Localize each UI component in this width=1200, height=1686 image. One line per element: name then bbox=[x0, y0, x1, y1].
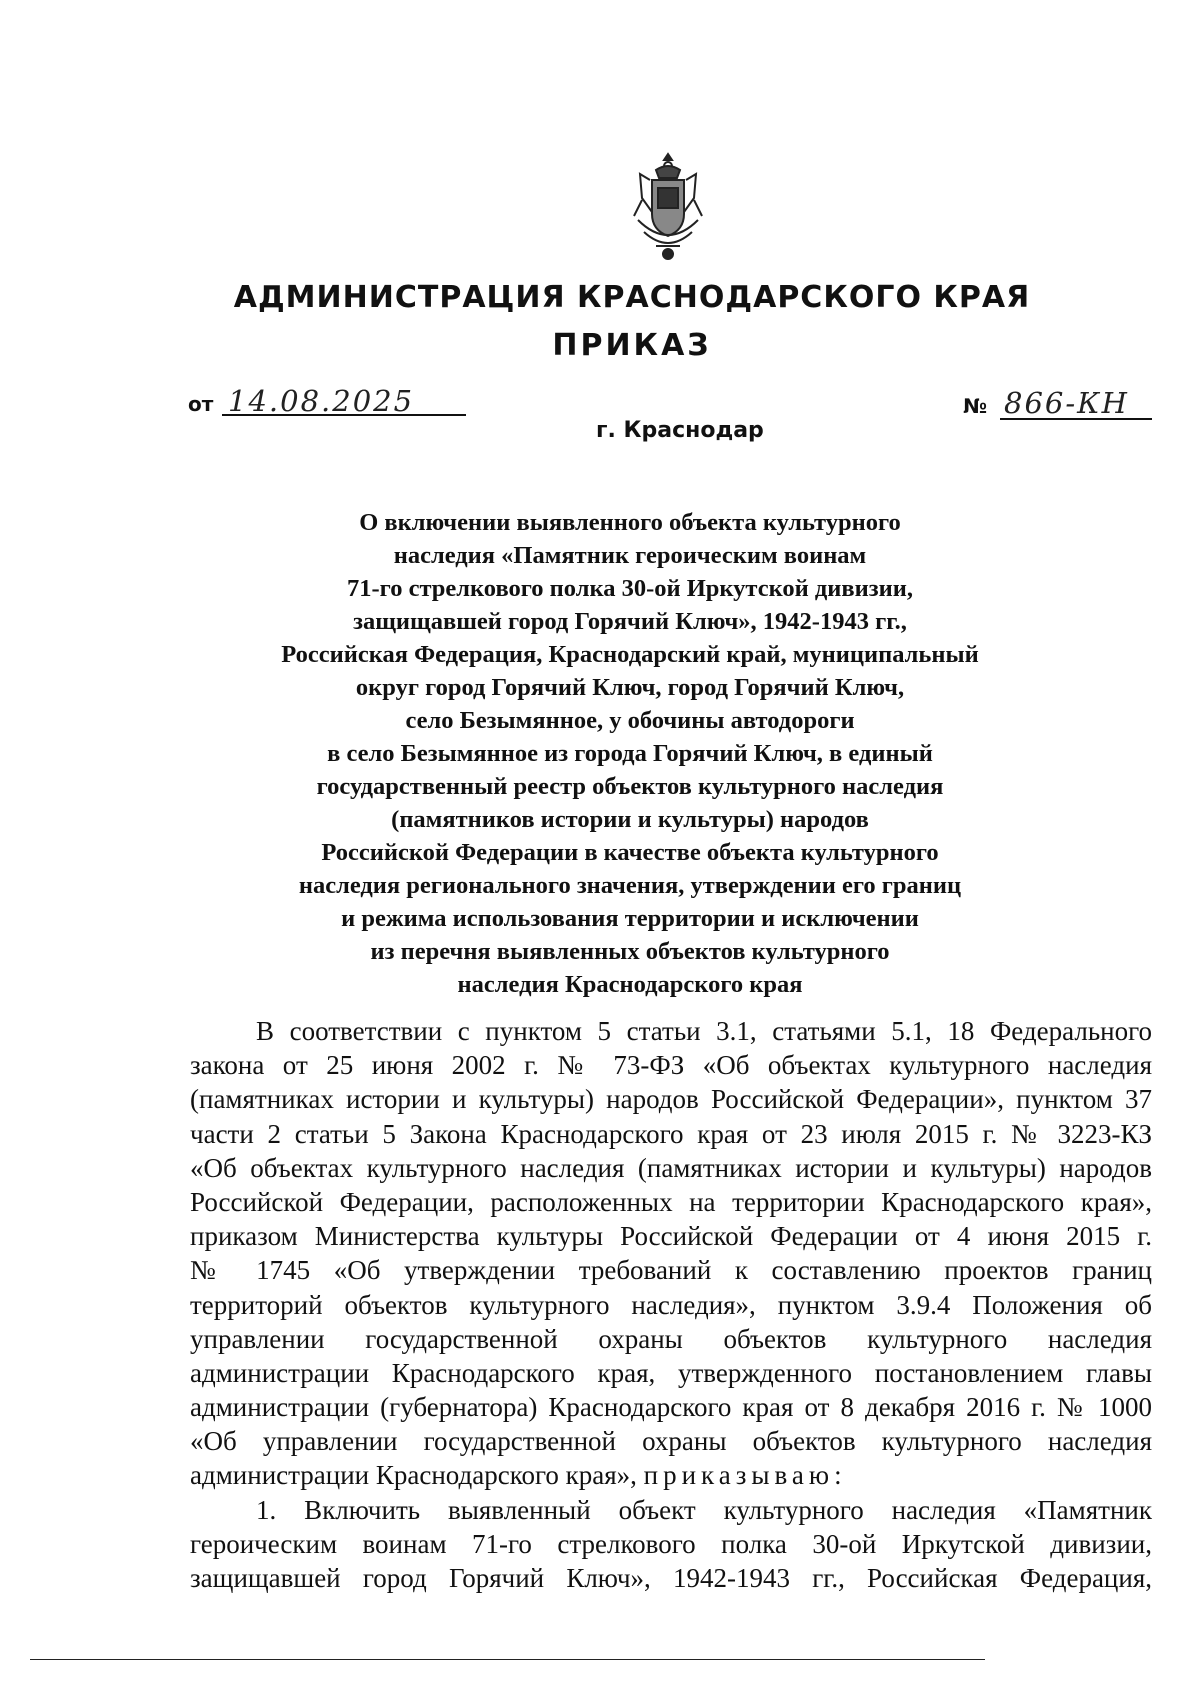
subject-line: государственный реестр объектов культурного наследия bbox=[316, 773, 944, 800]
handwritten-date: 14.08.2025 bbox=[228, 384, 415, 418]
command-word: приказываю: bbox=[643, 1460, 847, 1491]
preamble-line: закона от 25 июня 2002 г. № 73-ФЗ «Об объектах культурного наследия bbox=[190, 1050, 1152, 1081]
subject-line: защищавшей город Горячий Ключ», 1942-1943 гг., bbox=[353, 608, 907, 635]
subject-line: наследия «Памятник героическим воинам bbox=[393, 542, 867, 569]
preamble-end-text: администрации Краснодарского края», bbox=[190, 1460, 637, 1491]
number-prefix: № bbox=[963, 394, 988, 418]
city-name: г. Краснодар bbox=[596, 418, 764, 443]
subject-line: из перечня выявленных объектов культурного bbox=[370, 938, 890, 965]
order-subject-title bbox=[30, 506, 1200, 1001]
subject-line: в село Безымянное из города Горячий Ключ, в единый bbox=[327, 740, 933, 767]
preamble-final-line bbox=[190, 1458, 1152, 1492]
preamble-line: В соответствии с пунктом 5 статьи 3.1, статьями 5.1, 18 Федерального bbox=[256, 1016, 1152, 1046]
date-prefix: от bbox=[188, 392, 214, 416]
subject-line: наследия Краснодарского края bbox=[457, 971, 803, 998]
bottom-scan-rule bbox=[30, 1659, 985, 1660]
preamble-line: части 2 статьи 5 Закона Краснодарского края от 23 июля 2015 г. № 3223-КЗ bbox=[190, 1118, 1152, 1149]
krasnodar-coat-of-arms-emblem bbox=[628, 150, 708, 262]
subject-line: и режима использования территории и исключении bbox=[341, 905, 919, 932]
preamble-line: «Об управлении государственной охраны объектов культурного наследия bbox=[190, 1426, 1152, 1457]
preamble-line: администрации (губернатора) Краснодарского края от 8 декабря 2016 г. № 1000 bbox=[190, 1392, 1152, 1423]
subject-line: село Безымянное, у обочины автодороги bbox=[405, 707, 855, 734]
subject-line: Российской Федерации в качестве объекта культурного bbox=[321, 839, 939, 866]
subject-line: округ город Горячий Ключ, город Горячий Ключ, bbox=[355, 674, 905, 701]
preamble-line: управлении государственной охраны объектов культурного наследия bbox=[190, 1323, 1152, 1354]
item-1-line: героическим воинам 71-го стрелкового полка 30-ой Иркутской дивизии, bbox=[190, 1528, 1152, 1559]
preamble-line: территорий объектов культурного наследия», пунктом 3.9.4 Положения об bbox=[190, 1289, 1152, 1320]
subject-line: 71-го стрелкового полка 30-ой Иркутской дивизии, bbox=[347, 575, 913, 602]
order-body bbox=[190, 1014, 1152, 1595]
handwritten-order-number: 866-КН bbox=[1004, 386, 1129, 420]
document-type-title: ПРИКАЗ bbox=[552, 328, 712, 363]
subject-line: О включении выявленного объекта культурного bbox=[359, 509, 901, 536]
preamble-line: приказом Министерства культуры Российской Федерации от 4 июня 2015 г. bbox=[190, 1221, 1152, 1252]
preamble-line: № 1745 «Об утверждении требований к составлению проектов границ bbox=[190, 1255, 1152, 1286]
subject-line: наследия регионального значения, утверждении его границ bbox=[298, 872, 962, 899]
subject-line: Российская Федерация, Краснодарский край, муниципальный bbox=[281, 641, 979, 668]
preamble-line: администрации Краснодарского края, утвержденного постановлением главы bbox=[190, 1357, 1152, 1388]
preamble-line: Российской Федерации, расположенных на территории Краснодарского края», bbox=[190, 1186, 1152, 1217]
subject-line: (памятников истории и культуры) народов bbox=[391, 806, 869, 833]
preamble-line: «Об объектах культурного наследия (памятниках истории и культуры) народов bbox=[190, 1152, 1152, 1183]
preamble-line: (памятниках истории и культуры) народов Российской Федерации», пунктом 37 bbox=[190, 1084, 1152, 1115]
item-1-line: 1. Включить выявленный объект культурного наследия «Памятник bbox=[256, 1494, 1152, 1525]
organization-title: АДМИНИСТРАЦИЯ КРАСНОДАРСКОГО КРАЯ bbox=[233, 280, 1031, 315]
item-1-line: защищавшей город Горячий Ключ», 1942-1943 гг., Российская Федерация, bbox=[190, 1563, 1152, 1593]
